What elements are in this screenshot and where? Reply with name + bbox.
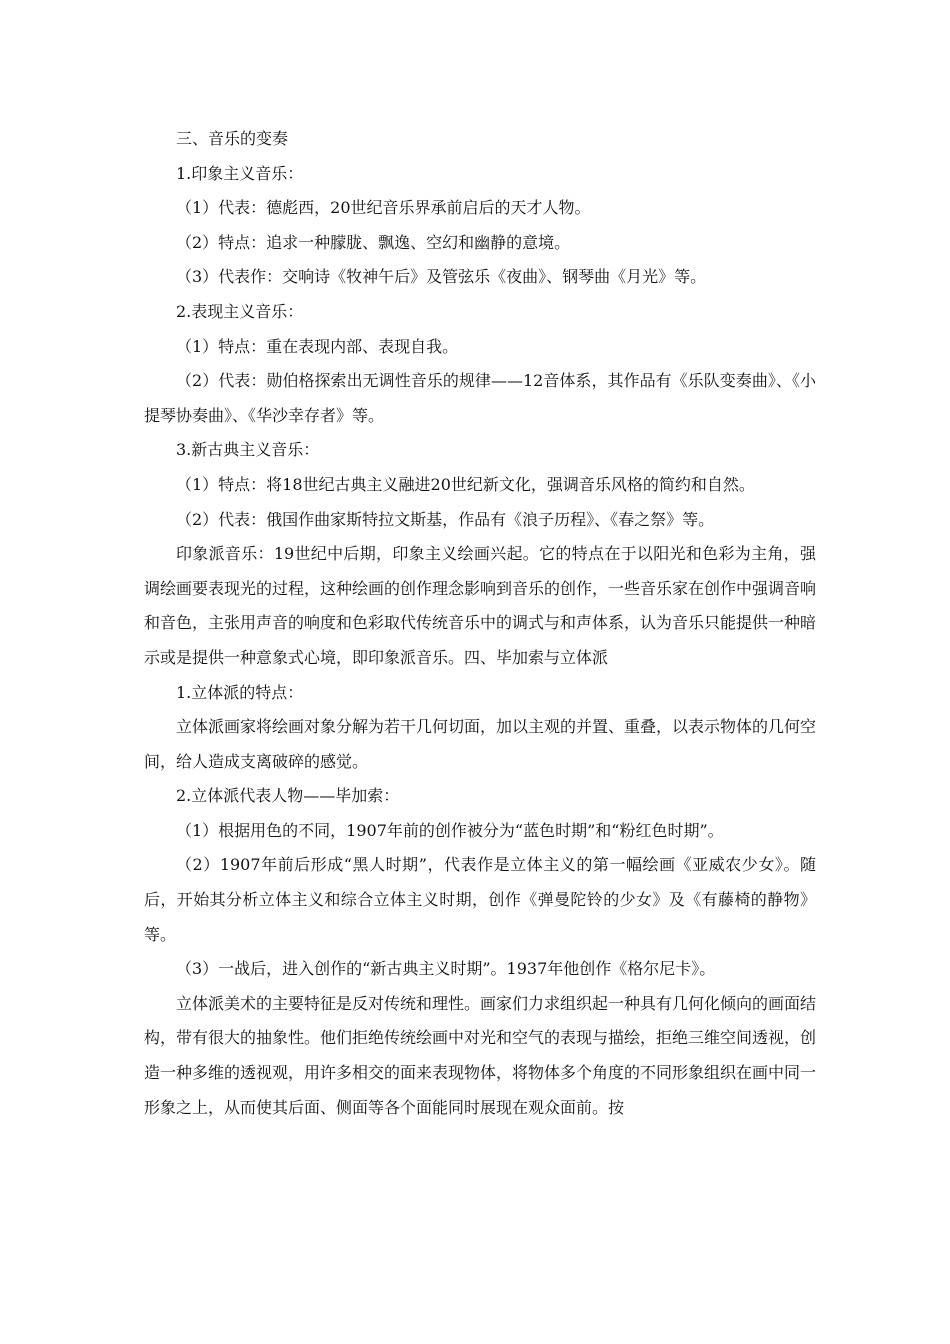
- paragraph: 印象派音乐：19世纪中后期，印象主义绘画兴起。它的特点在于以阳光和色彩为主角，强调绘画要表现光的过程，这种绘画的创作理念影响到音乐的创作，一些音乐家在创作中强调音响和音色，主张用声音的响度和色彩取代传统音乐中的调式与和声体系，认为音乐只能提供一种暗示或是提供一种意象式心境，即印象派音乐。四、毕加索与立体派: [144, 544, 817, 667]
- paragraph: 立体派美术的主要特征是反对传统和理性。画家们力求组织起一种具有几何化倾向的画面结构，带有很大的抽象性。他们拒绝传统绘画中对光和空气的表现与描绘，拒绝三维空间透视，创造一种多维的透视观，用许多相交的面来表现物体，将物体多个角度的不同形象组织在画中同一形象之上，从而使其后面、侧面等各个面能同时展现在观众面前。按: [144, 993, 817, 1117]
- paragraph: （2）代表：俄国作曲家斯特拉文斯基，作品有《浪子历程》、《春之祭》等。: [176, 509, 715, 529]
- paragraph: （1）特点：重在表现内部、表现自我。: [176, 336, 459, 356]
- paragraph: （2）1907年前后形成“黑人时期”，代表作是立体主义的第一幅绘画《亚威农少女》。随后，开始其分析立体主义和综合立体主义时期，创作《弹曼陀铃的少女》及《有藤椅的静物》等。: [144, 855, 816, 944]
- paragraph: （3）一战后，进入创作的“新古典主义时期”。1937年他创作《格尔尼卡》。: [176, 959, 716, 979]
- paragraph: 立体派画家将绘画对象分解为若干几何切面，加以主观的并置、重叠，以表示物体的几何空间，给人造成支离破碎的感觉。: [144, 717, 817, 771]
- subheading: 1.印象主义音乐：: [176, 163, 304, 183]
- subheading: 3.新古典主义音乐：: [176, 440, 320, 460]
- subheading: 1.立体派的特点：: [176, 682, 304, 702]
- section-heading: 三、音乐的变奏: [176, 129, 289, 148]
- subheading: 2.立体派代表人物——毕加索：: [176, 786, 400, 806]
- subheading: 2.表现主义音乐：: [176, 301, 304, 321]
- paragraph: （1）代表：德彪西，20世纪音乐界承前启后的天才人物。: [176, 198, 591, 218]
- document-body: [144, 122, 816, 1125]
- paragraph: （2）特点：追求一种朦胧、飘逸、空幻和幽静的意境。: [176, 232, 571, 252]
- paragraph: （2）代表：勋伯格探索出无调性音乐的规律——12音体系，其作品有《乐队变奏曲》、《小提琴协奏曲》、《华沙幸存者》等。: [144, 371, 816, 425]
- paragraph: （1）特点：将18世纪古典主义融进20世纪新文化，强调音乐风格的简约和自然。: [176, 474, 755, 494]
- paragraph: （3）代表作：交响诗《牧神午后》及管弦乐《夜曲》、钢琴曲《月光》等。: [176, 267, 707, 287]
- paragraph: （1）根据用色的不同，1907年前的创作被分为“蓝色时期”和“粉红色时期”。: [176, 820, 724, 840]
